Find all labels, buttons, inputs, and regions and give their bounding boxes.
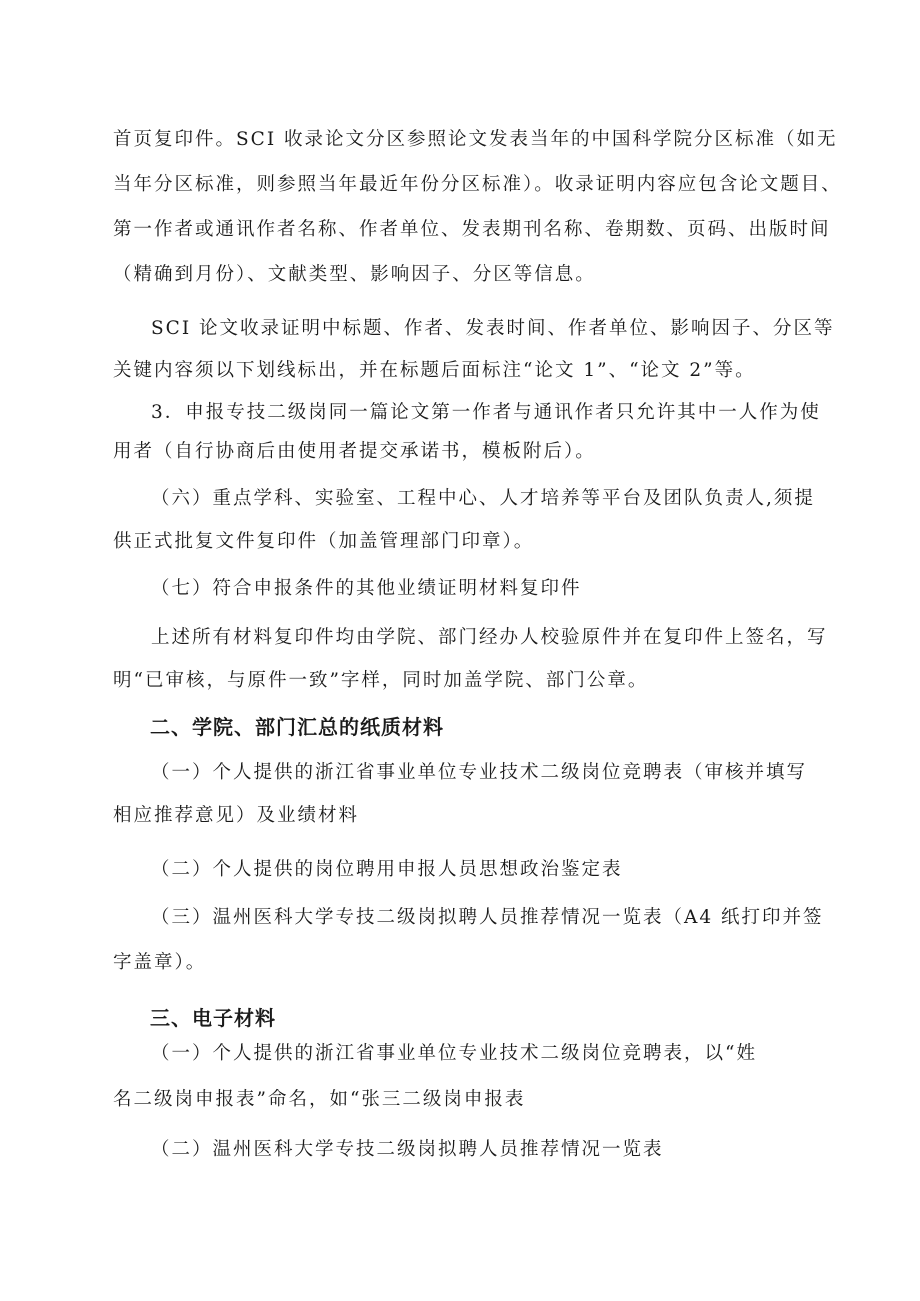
- paragraph-1-line-4: （精确到月份）、文献类型、影响因子、分区等信息。: [113, 264, 596, 285]
- section-2-item-2: （二）个人提供的岗位聘用申报人员思想政治鉴定表: [151, 859, 623, 880]
- section-2-item-1-line-2: 相应推荐意见）及业绩材料: [113, 805, 360, 826]
- section-3-item-1-line-1: （一）个人提供的浙江省事业单位专业技术二级岗位竞聘表，以“姓: [151, 1043, 757, 1064]
- paragraph-4-line-2: 供正式批复文件复印件（加盖管理部门印章）。: [113, 531, 535, 552]
- paragraph-4-line-1: （六）重点学科、实验室、工程中心、人才培养等平台及团队负责人,须提: [151, 488, 815, 509]
- paragraph-6-line-2: 明“已审核，与原件一致”字样，同时加盖学院、部门公章。: [113, 670, 649, 691]
- paragraph-3-line-1: 3．申报专技二级岗同一篇论文第一作者与通讯作者只允许其中一人作为使: [151, 402, 821, 423]
- paragraph-1-line-2: 当年分区标准，则参照当年最近年份分区标准）。收录证明内容应包含论文题目、: [113, 174, 842, 195]
- section-2-item-3-line-2: 字盖章）。: [113, 952, 207, 973]
- section-2-heading: 二、学院、部门汇总的纸质材料: [150, 715, 444, 739]
- paragraph-3-line-2: 用者（自行协商后由使用者提交承诺书，模板附后）。: [113, 441, 596, 462]
- section-3-heading: 三、电子材料: [150, 1006, 276, 1030]
- section-3-item-1-line-2: 名二级岗申报表”命名，如“张三二级岗申报表: [113, 1089, 526, 1110]
- paragraph-6-line-1: 上述所有材料复印件均由学院、部门经办人校验原件并在复印件上签名，写: [151, 627, 828, 648]
- section-2-item-1-line-1: （一）个人提供的浙江省事业单位专业技术二级岗位竞聘表（审核并填写: [151, 762, 808, 783]
- paragraph-1-line-3: 第一作者或通讯作者名称、作者单位、发表期刊名称、卷期数、页码、出版时间: [113, 219, 831, 240]
- section-2-item-3-line-1: （三）温州医科大学专技二级岗拟聘人员推荐情况一览表（A4 纸打印并签: [151, 907, 824, 928]
- section-3-item-2: （二）温州医科大学专技二级岗拟聘人员推荐情况一览表: [151, 1139, 664, 1160]
- paragraph-5-line-1: （七）符合申报条件的其他业绩证明材料复印件: [151, 578, 582, 599]
- paragraph-2-line-2: 关键内容须以下划线标出，并在标题后面标注“论文 1”、“论文 2”等。: [113, 360, 756, 381]
- paragraph-1-line-1: 首页复印件。SCI 收录论文分区参照论文发表当年的中国科学院分区标准（如无: [113, 129, 838, 150]
- paragraph-2-line-1: SCI 论文收录证明中标题、作者、发表时间、作者单位、影响因子、分区等: [151, 318, 835, 339]
